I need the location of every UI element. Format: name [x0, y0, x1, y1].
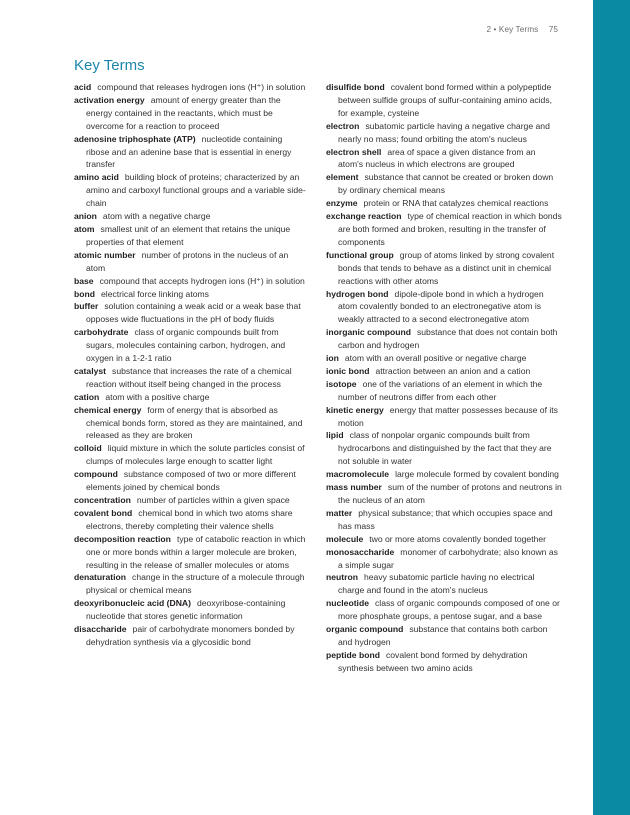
- glossary-definition: substance that increases the rate of a chemical reaction without itself being changed in the process: [86, 365, 292, 389]
- glossary-entry: [326, 171, 562, 197]
- page-number: 75: [548, 25, 558, 34]
- glossary-term: monosaccharide: [326, 546, 395, 557]
- glossary-term: neutron: [326, 572, 358, 583]
- glossary-entry: [326, 81, 562, 120]
- glossary-term: peptide bond: [326, 649, 380, 660]
- glossary-entry: [326, 623, 562, 649]
- glossary-definition: type of chemical reaction in which bonds are both formed and broken, resulting in the transfer of components: [338, 211, 562, 247]
- header-bullet: •: [493, 25, 497, 34]
- glossary-definition: pair of carbohydrate monomers bonded by dehydration synthesis via a glycosidic bond: [86, 624, 295, 647]
- glossary-definition: heavy subatomic particle having no electrical charge and found in the atom's nucleus: [338, 572, 535, 596]
- glossary-term: disulfide bond: [326, 82, 385, 92]
- glossary-term: amino acid: [74, 172, 119, 183]
- glossary-entry: [74, 404, 306, 443]
- glossary-definition: electrical force linking atoms: [101, 288, 209, 299]
- glossary-term: hydrogen bond: [326, 288, 389, 299]
- glossary-definition: change in the structure of a molecule through physical or chemical means: [86, 572, 305, 596]
- glossary-term: inorganic compound: [326, 327, 411, 338]
- glossary-definition: nucleotide containing ribose and an adenine base that is essential in energy transfer: [86, 133, 292, 170]
- glossary-entry: [74, 288, 306, 301]
- glossary-entry: [326, 533, 562, 546]
- glossary-term: compound: [74, 469, 118, 480]
- glossary-term: electron shell: [326, 146, 382, 157]
- glossary-term: concentration: [74, 495, 131, 505]
- glossary-definition: solution containing a weak acid or a weak base that opposes wide fluctuations in the pH of body fluids: [86, 301, 301, 325]
- glossary-term: enzyme: [326, 198, 358, 209]
- glossary-definition: liquid mixture in which the solute particles consist of clumps of molecules large enough to scatter light: [86, 443, 305, 467]
- glossary-entry: [74, 623, 306, 649]
- glossary-term: electron: [326, 120, 360, 131]
- glossary-definition: energy that matter possesses because of its motion: [338, 404, 558, 428]
- glossary-entry: [74, 391, 306, 404]
- glossary-entry: [326, 507, 562, 533]
- glossary-term: lipid: [326, 430, 344, 441]
- glossary-term: atomic number: [74, 249, 136, 260]
- glossary-definition: two or more atoms covalently bonded together: [369, 533, 547, 544]
- glossary-term: base: [74, 275, 94, 286]
- glossary-entry: [74, 468, 306, 494]
- glossary-term: cation: [74, 391, 100, 402]
- glossary-term: chemical energy: [74, 404, 142, 415]
- glossary-entry: [74, 507, 306, 533]
- section-name: Key Terms: [498, 25, 539, 34]
- glossary-column-left: [74, 81, 306, 649]
- glossary-definition: substance that cannot be created or broken down by ordinary chemical means: [338, 172, 554, 196]
- glossary-entry: [326, 468, 562, 481]
- glossary-entry: [74, 81, 306, 94]
- glossary-definition: sum of the number of protons and neutrons in the nucleus of an atom: [338, 482, 562, 505]
- glossary-definition: deoxyribose-containing nucleotide that stores genetic information: [86, 598, 286, 622]
- glossary-term: ion: [326, 353, 339, 364]
- glossary-term: exchange reaction: [326, 211, 402, 222]
- glossary-term: adenosine triphosphate (ATP): [74, 133, 196, 144]
- glossary-definition: covalent bond formed by dehydration synthesis between two amino acids: [338, 649, 528, 673]
- glossary-definition: area of space a given distance from an atom's nucleus in which electrons are grouped: [338, 146, 536, 170]
- glossary-entry: [326, 571, 562, 597]
- glossary-entry: [74, 597, 306, 623]
- glossary-term: mass number: [326, 482, 382, 493]
- glossary-definition: number of protons in the nucleus of an atom: [86, 249, 289, 273]
- glossary-entry: [326, 210, 562, 249]
- glossary-entry: [326, 288, 562, 327]
- glossary-entry: [74, 171, 306, 210]
- glossary-column-right: [326, 81, 562, 675]
- glossary-entry: [326, 352, 562, 365]
- glossary-definition: substance that does not contain both carbon and hydrogen: [338, 327, 558, 351]
- glossary-term: buffer: [74, 301, 99, 312]
- glossary-definition: atom with an overall positive or negative charge: [344, 353, 527, 364]
- glossary-term: nucleotide: [326, 598, 369, 609]
- glossary-definition: large molecule formed by covalent bonding: [395, 469, 559, 480]
- glossary-definition: subatomic particle having a negative charge and nearly no mass; found orbiting the atom's nucleus: [338, 120, 550, 144]
- glossary-definition: building block of proteins; characterized by an amino and carboxyl functional groups and a variable side-chain: [86, 172, 306, 209]
- glossary-term: matter: [326, 507, 353, 518]
- glossary-definition: number of particles within a given space: [136, 495, 290, 505]
- glossary-definition: one of the variations of an element in which the number of neutrons differ from each other: [338, 378, 543, 402]
- glossary-entry: [74, 210, 306, 223]
- glossary-definition: compound that releases hydrogen ions (H⁺) in solution: [97, 82, 306, 92]
- glossary-term: organic compound: [326, 624, 404, 635]
- glossary-term: anion: [74, 211, 97, 222]
- glossary-definition: attraction between an anion and a cation: [375, 365, 531, 376]
- glossary-entry: [326, 404, 562, 430]
- glossary-entry: [74, 133, 306, 172]
- glossary-definition: compound that accepts hydrogen ions (H⁺) in solution: [99, 275, 305, 286]
- glossary-definition: class of organic compounds built from sugars, molecules containing carbon, hydrogen, and oxygen in a 1-2-1 ratio: [86, 327, 286, 364]
- running-header: [487, 25, 558, 34]
- glossary-definition: substance composed of two or more different elements joined by chemical bonds: [86, 469, 296, 493]
- glossary-entry: [326, 326, 562, 352]
- chapter-number: 2: [486, 25, 492, 34]
- glossary-entry: [74, 300, 306, 326]
- glossary-term: element: [326, 172, 359, 183]
- glossary-term: isotope: [326, 378, 357, 389]
- glossary-term: colloid: [74, 443, 102, 454]
- glossary-term: macromolecule: [326, 469, 390, 480]
- glossary-entry: [326, 597, 562, 623]
- glossary-term: denaturation: [74, 572, 127, 583]
- glossary-definition: form of energy that is absorbed as chemical bonds form, stored as they are maintained, and released as they are broken: [86, 404, 303, 441]
- page-title: Key Terms: [74, 57, 145, 74]
- glossary-definition: chemical bond in which two atoms share electrons, thereby completing their valence shells: [86, 507, 293, 531]
- glossary-entry: [326, 378, 562, 404]
- glossary-definition: group of atoms linked by strong covalent bonds that tends to behave as a distinct unit in chemical reactions with other atoms: [338, 249, 555, 286]
- glossary-definition: class of organic compounds composed of one or more phosphate groups, a pentose sugar, and a base: [338, 598, 560, 622]
- glossary-definition: amount of energy greater than the energy contained in the reactants, which must be overcome for a reaction to proceed: [86, 94, 281, 131]
- glossary-definition: protein or RNA that catalyzes chemical reactions: [363, 198, 549, 209]
- glossary-entry: [326, 146, 562, 172]
- glossary-entry: [326, 481, 562, 507]
- glossary-term: functional group: [326, 249, 394, 260]
- glossary-term: disaccharide: [74, 624, 127, 635]
- glossary-term: covalent bond: [74, 507, 133, 518]
- glossary-entry: [74, 275, 306, 288]
- glossary-definition: smallest unit of an element that retains the unique properties of that element: [86, 223, 291, 247]
- glossary-entry: [74, 442, 306, 468]
- glossary-definition: covalent bond formed within a polypeptide between sulfide groups of sulfur-containing amino acids, for example, cysteine: [338, 82, 553, 118]
- glossary-entry: [326, 546, 562, 572]
- glossary-definition: dipole-dipole bond in which a hydrogen atom covalently bonded to an electronegative atom is weakly attracted to a second electronegative atom: [338, 288, 544, 325]
- page-edge-color-bar: [593, 0, 630, 815]
- glossary-definition: atom with a negative charge: [102, 211, 211, 222]
- glossary-entry: [74, 571, 306, 597]
- glossary-entry: [74, 249, 306, 275]
- glossary-definition: atom with a positive charge: [105, 391, 210, 402]
- glossary-entry: [326, 429, 562, 468]
- glossary-entry: [74, 533, 306, 572]
- glossary-term: activation energy: [74, 94, 145, 105]
- glossary-entry: [74, 365, 306, 391]
- glossary-entry: [74, 94, 306, 133]
- glossary-entry: [74, 326, 306, 365]
- glossary-entry: [74, 494, 306, 507]
- glossary-entry: [326, 249, 562, 288]
- glossary-term: molecule: [326, 533, 364, 544]
- glossary-definition: physical substance; that which occupies space and has mass: [338, 507, 553, 531]
- glossary-entry: [326, 365, 562, 378]
- glossary-term: deoxyribonucleic acid (DNA): [74, 598, 191, 609]
- glossary-definition: class of nonpolar organic compounds built from hydrocarbons and distinguished by the fact that they are not soluble in water: [338, 430, 552, 467]
- glossary-term: acid: [74, 82, 92, 92]
- glossary-term: ionic bond: [326, 365, 370, 376]
- glossary-term: carbohydrate: [74, 327, 129, 338]
- glossary-term: atom: [74, 223, 95, 234]
- glossary-term: decomposition reaction: [74, 533, 171, 544]
- glossary-definition: monomer of carbohydrate; also known as a simple sugar: [338, 546, 558, 570]
- glossary-definition: substance that contains both carbon and hydrogen: [338, 624, 548, 647]
- glossary-term: kinetic energy: [326, 404, 384, 415]
- glossary-entry: [326, 120, 562, 146]
- glossary-definition: type of catabolic reaction in which one or more bonds within a larger molecule are broken, resulting in the release of smaller molecules or atoms: [86, 533, 306, 570]
- glossary-entry: [326, 197, 562, 210]
- glossary-entry: [74, 223, 306, 249]
- glossary-entry: [326, 649, 562, 675]
- glossary-term: catalyst: [74, 365, 107, 376]
- glossary-term: bond: [74, 288, 95, 299]
